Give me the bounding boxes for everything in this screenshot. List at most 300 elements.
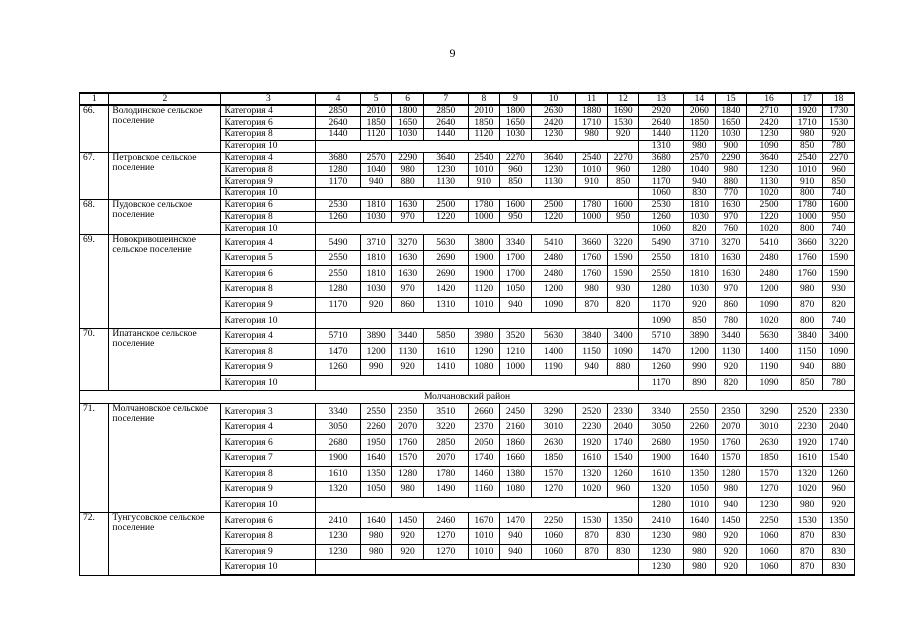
value-cell xyxy=(531,375,576,391)
value-cell: 5410 xyxy=(531,235,576,251)
value-cell: 3050 xyxy=(316,419,361,435)
value-cell: 1060 xyxy=(747,544,792,560)
value-cell: 2630 xyxy=(747,435,792,451)
value-cell: 950 xyxy=(823,211,855,223)
category-cell: Категория 9 xyxy=(221,297,316,313)
value-cell: 2160 xyxy=(500,419,532,435)
settlement-name: Петровское сельское поселение xyxy=(109,152,221,199)
value-cell: 1040 xyxy=(684,164,716,176)
value-cell: 1740 xyxy=(468,450,500,466)
value-cell: 1610 xyxy=(423,344,468,360)
value-cell: 1170 xyxy=(316,176,361,188)
value-cell: 1060 xyxy=(747,528,792,544)
value-cell: 2070 xyxy=(392,419,424,435)
value-cell: 1160 xyxy=(468,482,500,498)
value-cell: 2270 xyxy=(607,152,639,164)
value-cell: 1280 xyxy=(639,164,684,176)
category-cell: Категория 4 xyxy=(221,105,316,117)
value-cell: 1760 xyxy=(576,250,608,266)
header-cell: 3 xyxy=(221,93,316,105)
row-number: 68. xyxy=(80,199,109,234)
value-cell: 1640 xyxy=(684,513,716,529)
value-cell xyxy=(392,375,424,391)
value-cell: 870 xyxy=(791,528,823,544)
value-cell: 920 xyxy=(392,360,424,376)
category-cell: Категория 5 xyxy=(221,250,316,266)
value-cell: 1280 xyxy=(316,282,361,298)
value-cell: 1150 xyxy=(791,344,823,360)
value-cell: 5630 xyxy=(531,328,576,344)
value-cell: 1190 xyxy=(747,360,792,376)
value-cell: 2050 xyxy=(468,435,500,451)
value-cell: 1280 xyxy=(639,282,684,298)
header-cell: 11 xyxy=(576,93,608,105)
value-cell: 1030 xyxy=(360,282,392,298)
value-cell: 980 xyxy=(360,528,392,544)
value-cell: 980 xyxy=(392,482,424,498)
value-cell xyxy=(316,188,361,200)
value-cell xyxy=(500,140,532,152)
value-cell: 2330 xyxy=(607,404,639,420)
value-cell xyxy=(607,313,639,329)
value-cell: 1600 xyxy=(607,199,639,211)
category-cell: Категория 3 xyxy=(221,404,316,420)
value-cell: 1170 xyxy=(639,375,684,391)
value-cell: 850 xyxy=(823,176,855,188)
table-row xyxy=(80,235,855,251)
value-cell: 2260 xyxy=(684,419,716,435)
value-cell: 1260 xyxy=(639,211,684,223)
category-cell: Категория 7 xyxy=(221,450,316,466)
value-cell xyxy=(576,223,608,235)
value-cell: 1010 xyxy=(468,528,500,544)
value-cell: 1010 xyxy=(468,164,500,176)
value-cell: 2350 xyxy=(392,404,424,420)
table-row xyxy=(80,404,855,420)
value-cell: 920 xyxy=(607,129,639,141)
value-cell: 1170 xyxy=(639,297,684,313)
value-cell: 1050 xyxy=(500,282,532,298)
value-cell: 920 xyxy=(715,544,747,560)
value-cell: 2660 xyxy=(468,404,500,420)
value-cell: 870 xyxy=(576,297,608,313)
category-cell: Категория 8 xyxy=(221,211,316,223)
value-cell xyxy=(607,140,639,152)
value-cell: 980 xyxy=(576,282,608,298)
value-cell: 2460 xyxy=(423,513,468,529)
value-cell: 980 xyxy=(715,482,747,498)
value-cell: 1090 xyxy=(747,297,792,313)
value-cell: 3220 xyxy=(607,235,639,251)
value-cell: 3400 xyxy=(823,328,855,344)
category-cell: Категория 4 xyxy=(221,328,316,344)
settlement-name: Пудовское сельское поселение xyxy=(109,199,221,234)
category-cell: Категория 8 xyxy=(221,344,316,360)
value-cell: 1230 xyxy=(316,544,361,560)
value-cell: 3640 xyxy=(423,152,468,164)
value-cell: 1270 xyxy=(747,482,792,498)
value-cell: 1080 xyxy=(500,482,532,498)
value-cell: 1270 xyxy=(531,482,576,498)
value-cell xyxy=(392,560,424,576)
value-cell: 3710 xyxy=(360,235,392,251)
value-cell xyxy=(576,313,608,329)
value-cell xyxy=(423,223,468,235)
value-cell: 870 xyxy=(576,544,608,560)
value-cell: 820 xyxy=(607,297,639,313)
category-cell: Категория 6 xyxy=(221,199,316,211)
value-cell: 1280 xyxy=(316,164,361,176)
value-cell: 1150 xyxy=(576,344,608,360)
value-cell: 1900 xyxy=(639,450,684,466)
value-cell: 970 xyxy=(392,282,424,298)
value-cell: 930 xyxy=(607,282,639,298)
value-cell: 1270 xyxy=(423,528,468,544)
value-cell xyxy=(468,223,500,235)
value-cell: 1230 xyxy=(639,544,684,560)
value-cell: 940 xyxy=(576,360,608,376)
value-cell: 940 xyxy=(500,544,532,560)
value-cell xyxy=(360,375,392,391)
value-cell: 1090 xyxy=(747,375,792,391)
value-cell: 880 xyxy=(607,360,639,376)
value-cell: 1920 xyxy=(791,435,823,451)
value-cell: 960 xyxy=(500,164,532,176)
value-cell: 1000 xyxy=(500,360,532,376)
value-cell: 1840 xyxy=(715,105,747,117)
value-cell: 1350 xyxy=(823,513,855,529)
value-cell: 1920 xyxy=(791,105,823,117)
row-number: 67. xyxy=(80,152,109,199)
value-cell: 1200 xyxy=(360,344,392,360)
value-cell: 770 xyxy=(715,188,747,200)
value-cell: 1630 xyxy=(392,266,424,282)
value-cell: 760 xyxy=(715,223,747,235)
value-cell: 1540 xyxy=(607,450,639,466)
value-cell: 1280 xyxy=(639,497,684,513)
table-row xyxy=(80,199,855,211)
header-cell: 6 xyxy=(392,93,424,105)
value-cell: 1860 xyxy=(500,435,532,451)
value-cell: 780 xyxy=(823,140,855,152)
value-cell: 1280 xyxy=(392,466,424,482)
value-cell: 1010 xyxy=(791,164,823,176)
category-cell: Категория 6 xyxy=(221,435,316,451)
category-cell: Категория 8 xyxy=(221,282,316,298)
value-cell: 1280 xyxy=(715,466,747,482)
value-cell xyxy=(423,375,468,391)
value-cell: 980 xyxy=(791,129,823,141)
value-cell: 1710 xyxy=(576,117,608,129)
value-cell: 1130 xyxy=(531,176,576,188)
value-cell xyxy=(500,375,532,391)
value-cell: 2500 xyxy=(531,199,576,211)
value-cell: 5850 xyxy=(423,328,468,344)
value-cell: 980 xyxy=(791,497,823,513)
value-cell: 960 xyxy=(823,482,855,498)
value-cell xyxy=(531,140,576,152)
value-cell: 870 xyxy=(791,297,823,313)
value-cell: 1020 xyxy=(791,482,823,498)
header-cell: 17 xyxy=(791,93,823,105)
value-cell: 1850 xyxy=(531,450,576,466)
value-cell: 1630 xyxy=(715,250,747,266)
value-cell: 1800 xyxy=(392,105,424,117)
value-cell: 1090 xyxy=(747,140,792,152)
value-cell xyxy=(360,560,392,576)
value-cell: 980 xyxy=(392,164,424,176)
value-cell: 3400 xyxy=(607,328,639,344)
value-cell: 1760 xyxy=(576,266,608,282)
row-number: 70. xyxy=(80,328,109,390)
value-cell: 1630 xyxy=(392,250,424,266)
value-cell: 3890 xyxy=(684,328,716,344)
value-cell: 5710 xyxy=(316,328,361,344)
value-cell: 1850 xyxy=(360,117,392,129)
value-cell: 940 xyxy=(684,176,716,188)
value-cell: 1030 xyxy=(684,211,716,223)
value-cell xyxy=(423,497,468,513)
value-cell: 850 xyxy=(684,313,716,329)
value-cell xyxy=(500,497,532,513)
value-cell: 1810 xyxy=(360,199,392,211)
value-cell: 1050 xyxy=(360,482,392,498)
value-cell: 5710 xyxy=(639,328,684,344)
value-cell xyxy=(531,223,576,235)
value-cell: 860 xyxy=(715,297,747,313)
value-cell: 980 xyxy=(684,528,716,544)
value-cell: 1530 xyxy=(823,117,855,129)
value-cell xyxy=(607,560,639,576)
table-row xyxy=(80,513,855,529)
value-cell: 3840 xyxy=(576,328,608,344)
value-cell: 920 xyxy=(684,297,716,313)
value-cell: 1130 xyxy=(747,176,792,188)
value-cell: 1200 xyxy=(747,282,792,298)
value-cell: 2850 xyxy=(316,105,361,117)
category-cell: Категория 10 xyxy=(221,560,316,576)
value-cell xyxy=(360,497,392,513)
value-cell: 2540 xyxy=(791,152,823,164)
value-cell: 1780 xyxy=(791,199,823,211)
value-cell: 2480 xyxy=(531,250,576,266)
value-cell xyxy=(316,560,361,576)
value-cell: 1780 xyxy=(468,199,500,211)
value-cell: 1080 xyxy=(468,360,500,376)
value-cell: 5410 xyxy=(747,235,792,251)
value-cell xyxy=(468,375,500,391)
value-cell: 870 xyxy=(576,528,608,544)
value-cell: 1640 xyxy=(684,450,716,466)
value-cell: 1460 xyxy=(468,466,500,482)
value-cell: 2540 xyxy=(576,152,608,164)
value-cell: 1630 xyxy=(392,199,424,211)
value-cell: 1900 xyxy=(468,266,500,282)
value-cell: 1530 xyxy=(576,513,608,529)
value-cell: 940 xyxy=(500,297,532,313)
value-cell: 900 xyxy=(715,140,747,152)
value-cell: 910 xyxy=(576,176,608,188)
category-cell: Категория 10 xyxy=(221,313,316,329)
value-cell xyxy=(576,140,608,152)
value-cell: 1380 xyxy=(500,466,532,482)
value-cell: 780 xyxy=(823,375,855,391)
value-cell: 1590 xyxy=(823,266,855,282)
value-cell: 1000 xyxy=(791,211,823,223)
value-cell: 1690 xyxy=(607,105,639,117)
header-cell: 18 xyxy=(823,93,855,105)
value-cell: 2530 xyxy=(316,199,361,211)
value-cell: 740 xyxy=(823,313,855,329)
value-cell xyxy=(468,497,500,513)
category-cell: Категория 4 xyxy=(221,235,316,251)
value-cell xyxy=(392,313,424,329)
value-cell: 1450 xyxy=(715,513,747,529)
value-cell: 2450 xyxy=(500,404,532,420)
value-cell xyxy=(468,140,500,152)
value-cell: 2480 xyxy=(747,266,792,282)
value-cell: 1610 xyxy=(639,466,684,482)
value-cell: 5630 xyxy=(747,328,792,344)
value-cell: 2850 xyxy=(423,105,468,117)
value-cell: 2920 xyxy=(639,105,684,117)
row-number: 69. xyxy=(80,235,109,329)
header-cell: 4 xyxy=(316,93,361,105)
value-cell: 1170 xyxy=(316,297,361,313)
value-cell: 1470 xyxy=(500,513,532,529)
value-cell: 1230 xyxy=(639,560,684,576)
value-cell: 3290 xyxy=(747,404,792,420)
value-cell: 1530 xyxy=(607,117,639,129)
value-cell xyxy=(500,313,532,329)
row-number: 72. xyxy=(80,513,109,575)
value-cell: 1600 xyxy=(823,199,855,211)
value-cell: 1320 xyxy=(576,466,608,482)
value-cell: 3680 xyxy=(639,152,684,164)
value-cell: 920 xyxy=(360,297,392,313)
value-cell: 1730 xyxy=(823,105,855,117)
value-cell: 1120 xyxy=(468,282,500,298)
value-cell: 2690 xyxy=(423,250,468,266)
row-number: 66. xyxy=(80,105,109,152)
value-cell: 1610 xyxy=(791,450,823,466)
value-cell: 2630 xyxy=(531,105,576,117)
value-cell: 2550 xyxy=(360,404,392,420)
value-cell: 1440 xyxy=(316,129,361,141)
value-cell: 1000 xyxy=(576,211,608,223)
value-cell: 2270 xyxy=(500,152,532,164)
value-cell xyxy=(392,188,424,200)
table-row xyxy=(80,328,855,344)
value-cell: 910 xyxy=(468,176,500,188)
value-cell: 3440 xyxy=(392,328,424,344)
value-cell: 2690 xyxy=(423,266,468,282)
value-cell: 3520 xyxy=(500,328,532,344)
value-cell: 3220 xyxy=(823,235,855,251)
value-cell: 2500 xyxy=(423,199,468,211)
value-cell xyxy=(316,223,361,235)
value-cell: 940 xyxy=(360,176,392,188)
value-cell: 1230 xyxy=(747,164,792,176)
settlement-name: Тунгусовское сельское поселение xyxy=(109,513,221,575)
value-cell: 950 xyxy=(500,211,532,223)
value-cell: 3680 xyxy=(316,152,361,164)
value-cell: 1020 xyxy=(747,188,792,200)
value-cell: 980 xyxy=(684,560,716,576)
value-cell xyxy=(316,497,361,513)
value-cell xyxy=(531,560,576,576)
value-cell: 800 xyxy=(791,223,823,235)
value-cell: 830 xyxy=(607,544,639,560)
value-cell: 2850 xyxy=(423,435,468,451)
value-cell: 800 xyxy=(791,313,823,329)
value-cell: 910 xyxy=(791,176,823,188)
value-cell: 2040 xyxy=(607,419,639,435)
value-cell: 830 xyxy=(823,528,855,544)
value-cell: 1570 xyxy=(531,466,576,482)
value-cell: 1350 xyxy=(684,466,716,482)
settlement-name: Володинское сельское поселение xyxy=(109,105,221,152)
value-cell: 1850 xyxy=(747,450,792,466)
header-cell: 16 xyxy=(747,93,792,105)
value-cell: 1200 xyxy=(684,344,716,360)
value-cell: 1090 xyxy=(639,313,684,329)
value-cell: 1740 xyxy=(607,435,639,451)
settlement-name: Новокривошеинское сельское поселение xyxy=(109,235,221,329)
value-cell: 1570 xyxy=(392,450,424,466)
value-cell: 1260 xyxy=(316,360,361,376)
value-cell: 880 xyxy=(392,176,424,188)
value-cell: 2410 xyxy=(639,513,684,529)
category-cell: Категория 4 xyxy=(221,152,316,164)
value-cell xyxy=(468,560,500,576)
value-cell: 1130 xyxy=(715,344,747,360)
value-cell: 920 xyxy=(715,560,747,576)
value-cell: 1650 xyxy=(500,117,532,129)
value-cell: 850 xyxy=(791,375,823,391)
value-cell: 1650 xyxy=(392,117,424,129)
value-cell: 1780 xyxy=(423,466,468,482)
value-cell: 1020 xyxy=(747,223,792,235)
value-cell: 1650 xyxy=(715,117,747,129)
value-cell: 3840 xyxy=(791,328,823,344)
row-number: 71. xyxy=(80,404,109,513)
value-cell: 1210 xyxy=(500,344,532,360)
value-cell xyxy=(360,223,392,235)
value-cell: 2570 xyxy=(684,152,716,164)
value-cell: 970 xyxy=(392,211,424,223)
value-cell xyxy=(531,188,576,200)
value-cell: 5490 xyxy=(639,235,684,251)
value-cell: 3340 xyxy=(316,404,361,420)
value-cell: 820 xyxy=(715,375,747,391)
header-cell: 15 xyxy=(715,93,747,105)
value-cell: 2260 xyxy=(360,419,392,435)
value-cell: 1060 xyxy=(531,528,576,544)
value-cell: 1810 xyxy=(684,250,716,266)
value-cell: 1130 xyxy=(423,176,468,188)
value-cell xyxy=(468,313,500,329)
category-cell: Категория 10 xyxy=(221,375,316,391)
value-cell: 870 xyxy=(791,544,823,560)
value-cell: 1810 xyxy=(684,266,716,282)
value-cell xyxy=(607,223,639,235)
value-cell: 3710 xyxy=(684,235,716,251)
value-cell xyxy=(607,188,639,200)
value-cell: 1640 xyxy=(360,513,392,529)
value-cell: 3290 xyxy=(531,404,576,420)
category-cell: Категория 6 xyxy=(221,513,316,529)
